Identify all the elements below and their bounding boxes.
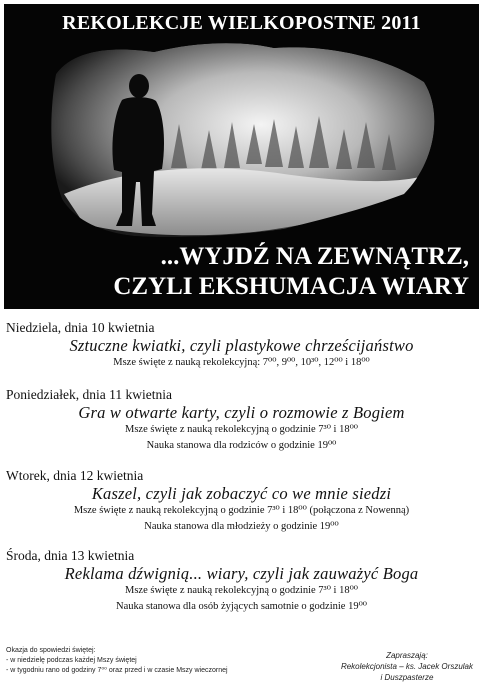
day-theme: Kaszel, czyli jak zobaczyć co we mnie siedzi	[91, 484, 392, 503]
tagline-line-2: CZYLI EKSHUMACJA WIARY	[113, 273, 469, 300]
day-theme: Gra w otwarte karty, czyli o rozmowie z Bogiem	[78, 403, 405, 422]
header-banner	[4, 4, 479, 309]
day-heading: Niedziela, dnia 10 kwietnia	[6, 320, 155, 335]
schedule-line: Nauka stanowa dla młodzieży o godzinie 19⁰⁰	[144, 521, 339, 532]
day-theme: Reklama dźwignią... wiary, czyli jak zauważyć Boga	[64, 564, 419, 583]
tagline-line-1: ...WYJDŹ NA ZEWNĄTRZ,	[160, 243, 469, 270]
schedule-line: Msze święte z nauką rekolekcyjną o godzinie 7³⁰ i 18⁰⁰	[125, 424, 358, 435]
day-section-sunday	[6, 320, 477, 371]
day-section-monday	[6, 387, 477, 454]
schedule-line: Nauka stanowa dla osób żyjących samotnie o godzinie 19⁰⁰	[115, 601, 367, 612]
schedule-line: Nauka stanowa dla rodziców o godzinie 19⁰⁰	[146, 440, 337, 451]
invitation-signature	[341, 650, 473, 683]
day-heading: Poniedziałek, dnia 11 kwietnia	[6, 387, 172, 402]
day-section-wednesday	[6, 548, 477, 615]
day-section-tuesday	[6, 468, 477, 535]
event-title: REKOLEKCJE WIELKOPOSTNE 2011	[62, 12, 421, 34]
invitation-line: i Duszpasterze	[380, 673, 434, 682]
invitation-heading: Zapraszają:	[386, 651, 428, 660]
confession-heading: Okazja do spowiedzi świętej:	[6, 647, 96, 654]
confession-line: - w niedzielę podczas każdej Mszy świętej	[6, 657, 137, 664]
confession-line: - w tygodniu rano od godziny 7⁰⁰ oraz przed i w czasie Mszy wieczornej	[6, 667, 228, 674]
invitation-line: Rekolekcjonista – ks. Jacek Orszulak	[340, 662, 473, 671]
day-theme: Sztuczne kwiatki, czyli plastykowe chrześcijaństwo	[69, 336, 414, 355]
confession-info	[6, 646, 228, 676]
day-heading: Wtorek, dnia 12 kwietnia	[6, 468, 144, 483]
schedule-line: Msze święte z nauką rekolekcyjną: 7⁰⁰, 9⁰⁰, 10³⁰, 12⁰⁰ i 18⁰⁰	[113, 357, 370, 368]
schedule-line: Msze święte z nauką rekolekcyjną o godzinie 7³⁰ i 18⁰⁰ (połączona z Nowenną)	[73, 505, 410, 516]
schedule-line: Msze święte z nauką rekolekcyjną o godzinie 7³⁰ i 18⁰⁰	[125, 585, 358, 596]
tagline	[113, 242, 469, 302]
day-heading: Środa, dnia 13 kwietnia	[6, 548, 135, 563]
